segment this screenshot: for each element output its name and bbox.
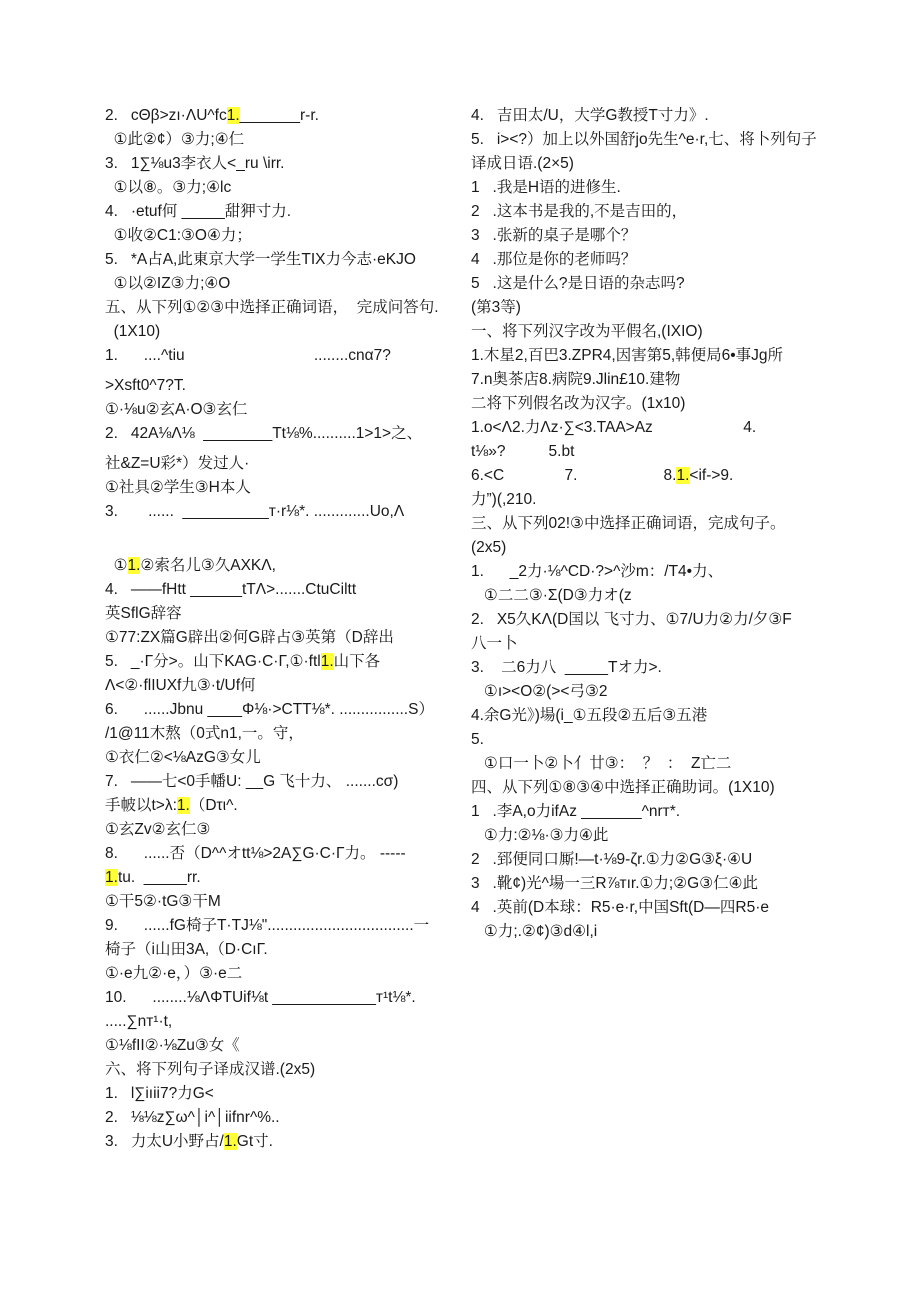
line-text: ①二二③·Σ(D③力オ(z: [471, 587, 632, 604]
line-text: 力”)(,210.: [471, 491, 537, 508]
line-text: 1.木星2,百巴3.ZPR4,因害第5,韩便局6•事Jg所: [471, 347, 784, 364]
line-text: 六、将下列句子译成汉谱.(2x5): [105, 1061, 316, 1078]
right-line: [471, 248, 636, 272]
left-line: [105, 890, 221, 914]
left-line: [105, 914, 429, 938]
left-line: [105, 1058, 315, 1082]
left-line: [105, 962, 242, 986]
line-text: 4.余G光》)場(i_①五段②五后③五港: [471, 707, 708, 724]
left-line: [105, 602, 182, 626]
line-text: 译成日语.(2×5): [471, 155, 574, 172]
line-text: /1@11木熬（0式n1,一。守，: [105, 725, 304, 742]
line-text: 5. i><?）加上以外国舒jo先生^e·r,七、将卜列句子: [471, 131, 817, 148]
highlight-mark: 1.: [676, 467, 690, 484]
line-text: 二将下列假名改为汉字。(1x10): [471, 395, 686, 412]
line-text: 4 .那位是你的老师吗？: [471, 251, 637, 268]
line-text: ①口一卜②卜亻廿③： ？ ： Z亡二: [471, 755, 732, 772]
right-line: [471, 128, 817, 152]
line-text: 6. ......Jbnu ____Φ⅛·>CTT⅛*. ................S）: [105, 701, 434, 718]
line-text: ①以②IZ③力;④O: [105, 275, 231, 292]
left-line: [105, 152, 284, 176]
line-text: 5. *A占A,此東京大学一学生TIX力今志·eKJO: [105, 251, 416, 268]
left-line: [105, 1082, 214, 1106]
right-line: [471, 872, 758, 896]
right-line: [471, 488, 536, 512]
right-line: [471, 608, 792, 632]
right-line: [471, 176, 621, 200]
line-text: 1. _2力·⅛^CD·?>^沙m：/T4•力、: [471, 563, 724, 580]
right-line: [471, 824, 608, 848]
left-line: [105, 1130, 273, 1154]
line-text: 7.n奥茶店8.病院9.Jlin£10.建物: [471, 371, 681, 388]
right-line: [471, 752, 731, 776]
left-line: [105, 674, 256, 698]
line-text: <if->9.: [689, 467, 734, 484]
line-text: 5.: [471, 731, 484, 748]
left-line: [105, 770, 398, 794]
right-line: [471, 680, 607, 704]
line-text: 八一卜: [471, 635, 518, 652]
left-line: [105, 554, 276, 578]
right-line: [471, 152, 574, 176]
line-text: 四、从下列①⑧③④中选择正确助词。(1X10): [471, 779, 775, 796]
line-text: ①: [105, 557, 128, 574]
right-line: [471, 224, 636, 248]
left-line: [105, 626, 394, 650]
left-line: [105, 104, 319, 128]
line-text: ①·e九②·e，）③·e二: [105, 965, 243, 982]
line-text: _______r-r.: [239, 107, 319, 124]
line-text: Gt寸.: [236, 1133, 273, 1150]
highlight-mark: 1.: [127, 557, 141, 574]
line-text: ①⅛fII②·⅛Zu③女《: [105, 1037, 240, 1054]
line-text: 1 .我是H语的进修生.: [471, 179, 621, 196]
line-text: ①干5②·tG③干M: [105, 893, 221, 910]
right-line: [471, 656, 662, 680]
left-line: [105, 398, 247, 422]
left-line: [105, 374, 186, 398]
line-text: 2. ⅛⅛z∑ω^│i^│iifnr^%..: [105, 1109, 280, 1126]
line-text: 2. 42A⅛Λ⅛ ________Tt⅛%..........1>1>之、: [105, 425, 423, 442]
line-text: 2 .这本书是我的,不是吉田的，: [471, 203, 688, 220]
left-line: [105, 272, 230, 296]
line-text: 3. 二6力八 _____Tオ力>.: [471, 659, 662, 676]
right-line: [471, 368, 680, 392]
left-line: [105, 500, 404, 524]
right-line: [471, 704, 707, 728]
line-text: (第3等): [471, 299, 521, 316]
right-line: [471, 800, 680, 824]
line-text: (1X10): [105, 323, 161, 340]
line-text: Λ<②·flIUXf九③·t/Uf何: [105, 677, 256, 694]
left-line: [105, 224, 252, 248]
right-line: [471, 776, 775, 800]
line-text: 2 .郅便同口厮!—t·⅛9-ζr.①力②G③ξ·④U: [471, 851, 753, 868]
right-line: [471, 296, 521, 320]
line-text: 3. 1∑⅛u3李衣人<_ru \irr.: [105, 155, 285, 172]
right-line: [471, 920, 597, 944]
highlight-mark: 1.: [320, 653, 334, 670]
right-line: [471, 536, 506, 560]
left-line: [105, 422, 422, 446]
right-line: [471, 392, 685, 416]
right-line: [471, 560, 723, 584]
right-line: [471, 584, 632, 608]
left-line: [105, 698, 434, 722]
line-text: 三、从下列02!③中选择正确词语，完成句子。: [471, 515, 786, 532]
right-line: [471, 320, 703, 344]
line-text: 一、将下列汉字改为平假名,(IXIO): [471, 323, 703, 340]
line-text: 手帔以t>λ:: [105, 797, 177, 814]
line-text: 4. ——fHtt ______tTΛ>.......CtuCiltt: [105, 581, 357, 598]
right-line: [471, 464, 733, 488]
left-line: [105, 452, 249, 476]
left-line: [105, 128, 244, 152]
line-text: t⅛»? 5.bt: [471, 443, 575, 460]
left-line: [105, 746, 261, 770]
line-text: ①此②¢）③力;④仁: [105, 131, 245, 148]
line-text: 山下各: [333, 653, 381, 670]
right-line: [471, 344, 783, 368]
line-text: 1 .李A,o力ifAz _______^nrт*.: [471, 803, 681, 820]
line-text: ①社具②学生③H本人: [105, 479, 251, 496]
right-line: [471, 272, 685, 296]
line-text: 9. ......fG椅子T·TJ⅛"..................................一: [105, 917, 430, 934]
left-line: [105, 794, 238, 818]
line-text: 3 .张新的桌子是哪个？: [471, 227, 637, 244]
line-text: 英SflG辞容: [105, 605, 182, 622]
line-text: （Dτι^.: [189, 797, 238, 814]
line-text: .....∑nт¹·t,: [105, 1013, 173, 1030]
line-text: 1.o<Λ2.力Λz·∑<3.TAA>Az 4.: [471, 419, 757, 436]
highlight-mark: 1.: [176, 797, 190, 814]
line-text: tu. _____rr.: [117, 869, 201, 886]
line-text: 10. ........⅛ΛΦTUif⅛t ____________т¹t⅛*.: [105, 989, 416, 1006]
right-line: [471, 512, 785, 536]
line-text: 3 .靴¢)光^場一三R⅞тır.①力;②G③仁④此: [471, 875, 758, 892]
right-line: [471, 440, 574, 464]
left-line: [105, 248, 416, 272]
line-text: 8. ......否（D^^オtt⅛>2A∑G·C·Γ力。 -----: [105, 845, 406, 862]
left-line: [105, 1010, 172, 1034]
line-text: (2x5): [471, 539, 507, 556]
right-line: [471, 848, 752, 872]
line-text: 五、从下列①②③中选择正确词语， 完成问答句.: [105, 299, 439, 316]
line-text: ②索名儿③久AXKΛ,: [140, 557, 276, 574]
line-text: ①ı><O②(><弓③2: [471, 683, 608, 700]
line-text: 4. 吉田太/U，大学G教授T寸力》.: [471, 107, 709, 124]
line-text: ①衣仁②<⅛AzG③女儿: [105, 749, 261, 766]
left-line: [105, 986, 416, 1010]
left-line: [105, 1106, 280, 1130]
line-text: 社&Z=U彩*）发过人·: [105, 455, 250, 472]
left-line: [105, 818, 210, 842]
left-line: [105, 476, 251, 500]
line-text: 3. ...... __________т·r⅛*. .............Uo,Λ: [105, 503, 405, 520]
right-line: [471, 728, 484, 752]
highlight-mark: 1.: [226, 107, 240, 124]
line-text: ①力;.②¢)③d④l,i: [471, 923, 598, 940]
line-text: 2. cΘβ>zı·ΛU^fc: [105, 107, 227, 124]
line-text: 4. ·etuf何 _____甜狎寸力.: [105, 203, 292, 220]
right-line: [471, 416, 756, 440]
line-text: ①以⑧。③力;④lc: [105, 179, 232, 196]
line-text: 1. ....^tiu ........cnα7?: [105, 347, 391, 364]
line-text: 5. _·Γ分>。山下KAG·C·Γ,①·ftl: [105, 653, 321, 670]
left-line: [105, 650, 380, 674]
line-text: ①收②C1:③O④力；: [105, 227, 252, 244]
left-line: [105, 842, 406, 866]
left-line: [105, 320, 160, 344]
right-line: [471, 200, 687, 224]
left-line: [105, 1034, 240, 1058]
line-text: ①力:②⅛·③力④此: [471, 827, 609, 844]
left-line: [105, 200, 291, 224]
right-line: [471, 896, 769, 920]
left-line: [105, 938, 268, 962]
left-line: [105, 176, 231, 200]
line-text: 4 .英前(D本球：R5·e·r,中国Sft(D—四R5·e: [471, 899, 769, 916]
line-text: 7. ——七<0手幡U: __G 飞十力、 .......cσ): [105, 773, 399, 790]
left-line: [105, 578, 356, 602]
line-text: >Xsft0^7?T.: [105, 377, 186, 394]
line-text: 2. X5久KΛ(D国以 飞寸力、①7/U力②力/夕③F: [471, 611, 792, 628]
line-text: ①77:ZX篇G辟出②何G辟占③英第（D辞出: [105, 629, 394, 646]
highlight-mark: 1.: [105, 869, 118, 886]
line-text: ①玄Zv②玄仁③: [105, 821, 211, 838]
line-text: 3. 力太U小野占/: [105, 1133, 224, 1150]
line-text: 5 .这是什么?是日语的杂志吗?: [471, 275, 685, 292]
left-line: [105, 296, 439, 320]
line-text: 1. l∑iıii7?力G<: [105, 1085, 214, 1102]
line-text: 6.<C 7. 8.: [471, 467, 677, 484]
left-line: [105, 866, 201, 890]
right-line: [471, 104, 709, 128]
highlight-mark: 1.: [223, 1133, 237, 1150]
line-text: ①·⅛u②玄A·O③玄仁: [105, 401, 248, 418]
left-line: [105, 722, 304, 746]
right-line: [471, 632, 518, 656]
left-line: [105, 344, 391, 368]
line-text: 椅子（i山田3A,（D·CıΓ.: [105, 941, 268, 958]
